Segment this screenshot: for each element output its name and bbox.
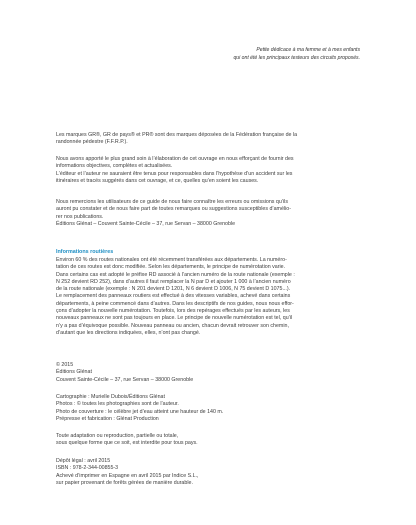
legal-deposit-block [56,458,358,487]
text-line: Éditions Glénat – Couvent Sainte-Cécile – 37, rue Servan – 38000 Grenoble [56,220,236,227]
text-line: Dans certains cas est adopté le préfixe RD associé à l’ancien numéro de la route nationale (exemple : [56,271,295,278]
section-title-routes: Informations routières [56,249,114,255]
text-line: sous quelque forme que ce soit, est interdite pour tous pays. [56,440,198,447]
text-line: Photo de couverture : le célèbre jet d’eau atteint une hauteur de 140 m. [56,408,224,415]
routes-paragraph [56,257,358,337]
text-line: d’autant que les directions indiquées, elles, n’ont pas changé. [56,329,201,336]
copyright-block [56,362,358,384]
text-line: çons d’adopter la nouvelle numérotation. Toutefois, lors des repérages effectués par les auteurs, les [56,308,290,315]
dedication-line: Petite dédicace à ma femme et à mes enfants [256,47,360,53]
text-line: Les marques GR®, GR de pays® et PR® sont des marques déposées de la Fédération française de la [56,132,298,138]
text-line: informations objectives, complètes et actualisées. [56,163,173,170]
text-line: rer nos publications. [56,213,104,220]
text-line: départements, à peine commencé dans d’autres. Dans les descriptifs de nos guides, nous nous effor- [56,300,294,307]
text-line: Dépôt légal : avril 2015 [56,458,111,464]
text-line: N 252 devient RD 252), dans d’autres il faut remplacer la N par D et ajouter 1 000 à l’ancien numéro [56,278,291,285]
text-line: L’éditeur et l’auteur ne sauraient être tenus pour responsables dans l’hypothèse d’un accident sur les [56,170,293,177]
text-line: Cartographie : Murielle Dubois/Éditions Glénat [56,394,165,400]
text-line: Achevé d’imprimer en Espagne en avril 2015 par Indice S.L., [56,472,199,479]
text-line: auront pu constater et de nous faire part de toutes remarques ou suggestions susceptibles d’amélio- [56,206,291,213]
text-line: Prépresse et fabrication : Glénat Production [56,415,159,422]
text-line: sur papier provenant de forêts gérées de manière durable. [56,479,193,486]
credits-block [56,394,358,423]
reproduction-notice [56,433,358,448]
text-line: randonnée pédestre (F.F.R.P.). [56,139,128,146]
text-line: Environ 60 % des routes nationales ont été récemment transférées aux départements. La numéro- [56,257,287,263]
text-line: n’y a pas d’équivoque possible. Nouveau panneau ou ancien, chacun devrait retrouver son chemin, [56,322,289,329]
text-line: Le remplacement des panneaux routiers est effectué à des vitesses variables, achevé dans certains [56,293,291,300]
text-line: Éditions Glénat [56,369,92,376]
text-line: Couvent Sainte-Cécile – 37, rue Servan – 38000 Grenoble [56,376,194,383]
text-line: Nous remercions les utilisateurs de ce guide de nous faire connaître les erreurs ou omissions qu’ils [56,199,289,205]
trademark-notice [56,132,358,147]
text-line: © 2015 [56,362,74,368]
text-line: itinéraires et tracés suggérés dans cet ouvrage, et ce, quelles qu’en soient les causes. [56,177,259,184]
text-line: nouveaux panneaux ne sont pas toujours en place. Le principe de nouvelle numérotation est tel, qu’il [56,315,293,322]
text-line: de la route nationale (exemple : N 201 devient D 1201, N 6 devient D 1006, N 75 devient D 1075...). [56,286,291,293]
text-line: Photos : © toutes les photographies sont de l’auteur. [56,401,179,408]
thanks-paragraph [56,199,358,228]
text-line: tation de ces routes est donc modifiée. Selon les départements, le principe de numérotation varie. [56,264,286,271]
text-line: Nous avons apporté le plus grand soin à l’élaboration de cet ouvrage en nous efforçant de fournir des [56,156,294,162]
dedication [100,46,360,62]
disclaimer-paragraph [56,156,358,185]
dedication-line: qui ont été les principaux testeurs des circuits proposés. [233,55,360,61]
text-line: ISBN : 978-2-344-00855-3 [56,465,119,472]
text-line: Toute adaptation ou reproduction, partielle ou totale, [56,433,179,439]
